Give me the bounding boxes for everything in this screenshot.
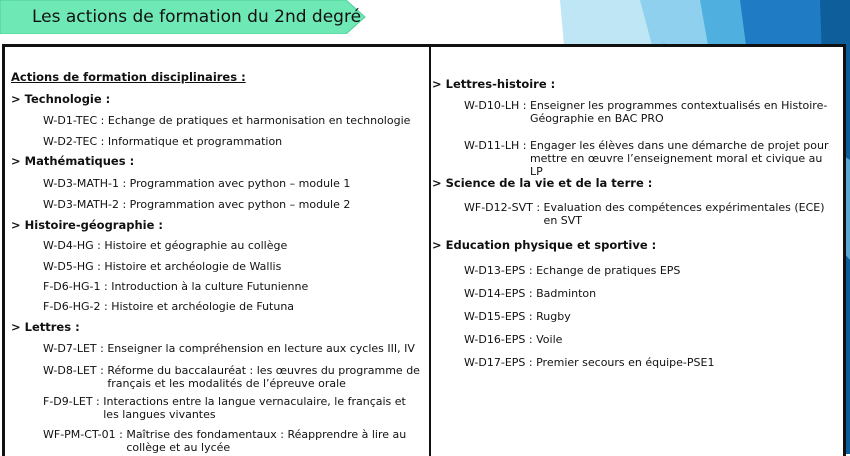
item-text: Histoire et archéologie de Wallis <box>104 260 282 273</box>
item-code: W-D14-EPS <box>464 287 526 300</box>
slide-title: Les actions de formation du 2nd degré <box>32 7 362 27</box>
list-item: F-D9-LET : Interactions entre la langue vernaculaire, le français et les langues vivantes <box>43 395 421 421</box>
list-item: W-D3-MATH-1 : Programmation avec python – module 1 <box>43 177 421 190</box>
item-code: W-D17-EPS <box>464 356 526 369</box>
item-code: W-D10-LH <box>464 99 520 112</box>
item-code: W-D13-EPS <box>464 264 526 277</box>
category-mathematiques: > Mathématiques : <box>11 154 135 168</box>
item-code: W-D3-MATH-2 <box>43 198 119 211</box>
item-code: W-D8-LET <box>43 364 97 377</box>
item-code: W-D2-TEC <box>43 135 98 148</box>
category-eps: > Education physique et sportive : <box>432 238 657 252</box>
item-code: W-D3-MATH-1 <box>43 177 119 190</box>
list-item: W-D11-LH : Engager les élèves dans une démarche de projet pour mettre en œuvre l’enseignement moral et civique au LP <box>464 139 834 178</box>
item-text: Enseigner les programmes contextualisés en Histoire-Géographie en BAC PRO <box>529 99 828 125</box>
category-technologie: > Technologie : <box>11 92 111 106</box>
item-text: Histoire et géographie au collège <box>104 239 288 252</box>
list-item: WF-D12-SVT : Evaluation des compétences expérimentales (ECE) en SVT <box>464 201 834 227</box>
item-code: F-D6-HG-1 <box>43 280 101 293</box>
content-panel <box>2 44 846 456</box>
item-code: W-D7-LET <box>43 342 97 355</box>
item-text: Voile <box>536 333 563 346</box>
list-item: W-D3-MATH-2 : Programmation avec python – module 2 <box>43 198 421 211</box>
item-text: Echange de pratiques EPS <box>536 264 681 277</box>
list-item: W-D8-LET : Réforme du baccalauréat : les œuvres du programme de français et les modalités de l’épreuve orale <box>43 364 420 390</box>
list-item: W-D5-HG : Histoire et archéologie de Wallis <box>43 260 421 273</box>
item-code: W-D15-EPS <box>464 310 526 323</box>
item-code: F-D6-HG-2 <box>43 300 101 313</box>
item-code: W-D16-EPS <box>464 333 526 346</box>
list-item: W-D2-TEC : Informatique et programmation <box>43 135 421 148</box>
list-item: W-D1-TEC : Echange de pratiques et harmonisation en technologie <box>43 114 421 127</box>
item-text: Programmation avec python – module 1 <box>129 177 351 190</box>
list-item: W-D13-EPS : Echange de pratiques EPS <box>464 264 834 277</box>
item-code: W-D5-HG <box>43 260 94 273</box>
category-lettres: > Lettres : <box>11 320 80 334</box>
list-item: W-D15-EPS : Rugby <box>464 310 834 323</box>
category-lettres-histoire: > Lettres-histoire : <box>432 77 556 91</box>
item-text: Histoire et archéologie de Futuna <box>111 300 295 313</box>
item-text: Introduction à la culture Futunienne <box>111 280 309 293</box>
list-item: W-D17-EPS : Premier secours en équipe-PSE1 <box>464 356 834 369</box>
category-histoire-geographie: > Histoire-géographie : <box>11 218 163 232</box>
category-svt: > Science de la vie et de la terre : <box>432 176 653 190</box>
list-item: W-D16-EPS : Voile <box>464 333 834 346</box>
list-item: W-D4-HG : Histoire et géographie au collège <box>43 239 421 252</box>
item-text: Programmation avec python – module 2 <box>129 198 351 211</box>
item-text: Interactions entre la langue vernaculaire, le français et les langues vivantes <box>103 395 406 421</box>
item-text: Badminton <box>536 287 597 300</box>
item-text: Enseigner la compréhension en lecture aux cycles III, IV <box>107 342 415 355</box>
item-text: Réforme du baccalauréat : les œuvres du programme de français et les modalités de l’épreuve orale <box>107 364 420 390</box>
column-divider <box>429 47 431 456</box>
slide-title-banner <box>0 0 366 34</box>
item-code: W-D11-LH <box>464 139 520 152</box>
section-heading: Actions de formation disciplinaires : <box>11 70 246 84</box>
list-item: W-D10-LH : Enseigner les programmes contextualisés en Histoire-Géographie en BAC PRO <box>464 99 834 125</box>
item-text: Rugby <box>536 310 571 323</box>
list-item: WF-PM-CT-01 : Maîtrise des fondamentaux : Réapprendre à lire au collège et au lycée <box>43 428 421 454</box>
list-item: F-D6-HG-1 : Introduction à la culture Futunienne <box>43 280 421 293</box>
item-code: F-D9-LET <box>43 395 93 408</box>
item-text: Informatique et programmation <box>107 135 283 148</box>
item-code: WF-D12-SVT <box>464 201 533 214</box>
list-item: W-D7-LET : Enseigner la compréhension en lecture aux cycles III, IV <box>43 342 421 355</box>
list-item: W-D14-EPS : Badminton <box>464 287 834 300</box>
item-code: W-D1-TEC <box>43 114 98 127</box>
item-text: Maîtrise des fondamentaux : Réapprendre à lire au collège et au lycée <box>126 428 407 454</box>
item-code: WF-PM-CT-01 <box>43 428 116 441</box>
item-text: Engager les élèves dans une démarche de projet pour mettre en œuvre l’enseignement moral et civique au LP <box>529 139 829 178</box>
item-code: W-D4-HG <box>43 239 94 252</box>
item-text: Premier secours en équipe-PSE1 <box>536 356 715 369</box>
item-text: Echange de pratiques et harmonisation en technologie <box>107 114 411 127</box>
list-item: F-D6-HG-2 : Histoire et archéologie de Futuna <box>43 300 421 313</box>
item-text: Evaluation des compétences expérimentales (ECE) en SVT <box>543 201 825 227</box>
